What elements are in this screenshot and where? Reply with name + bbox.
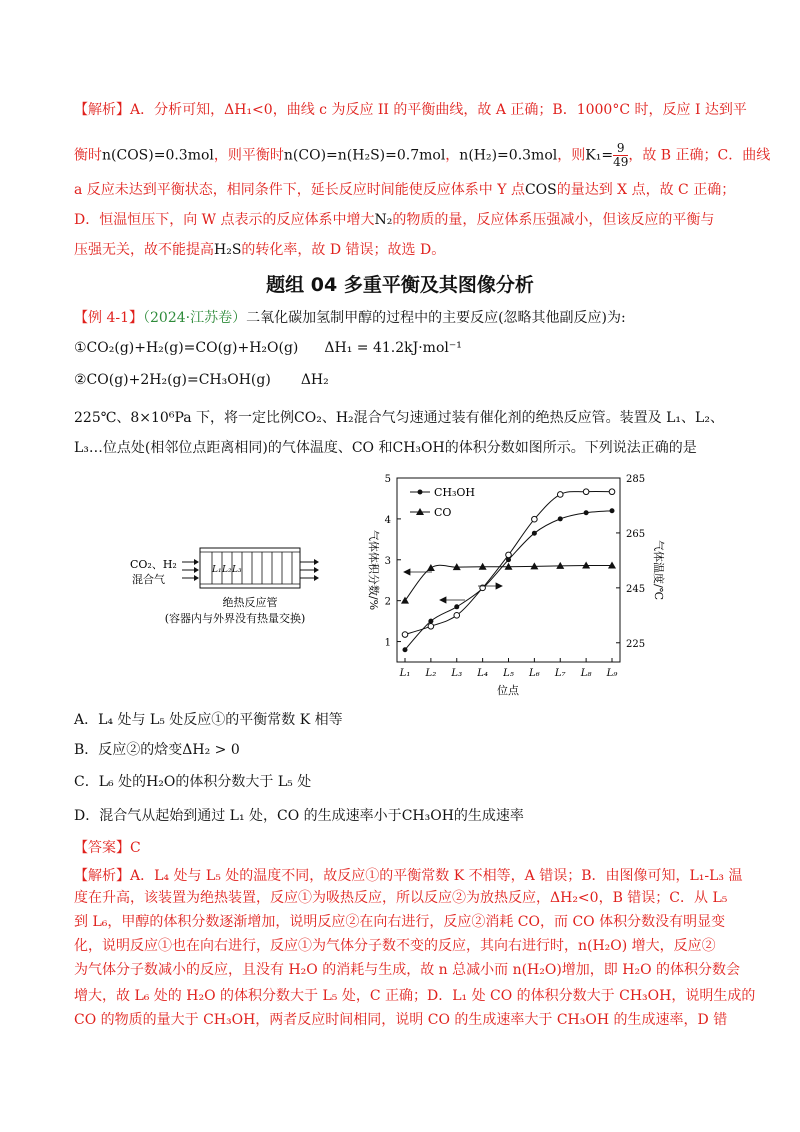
option-a[interactable]: A．L₄ 处与 L₅ 处反应①的平衡常数 K 相等 xyxy=(74,712,343,728)
option-d[interactable]: D．混合气从起始到通过 L₁ 处，CO 的生成速率小于CH₃OH的生成速率 xyxy=(74,808,524,824)
gas-label-2: 混合气 xyxy=(132,573,165,586)
analysis2-line: 化，说明反应①也在向右进行，反应①为气体分子数不变的反应，其向右进行时，n(H₂O) 增大，反应② xyxy=(74,938,716,954)
analysis1-line1: 【解析】A．分析可知，ΔH₁<0，曲线 c 为反应 II 的平衡曲线，故 A 正确；B．1000°C 时，反应 I 达到平 xyxy=(74,102,747,118)
analysis2-line: 度在升高，该装置为绝热装置，反应①为吸热反应，所以反应②为放热反应，ΔH₂<0，B 错误；C．从 L₅ xyxy=(74,890,728,906)
temperature-point xyxy=(454,613,460,619)
ch3oh-point xyxy=(454,604,459,609)
legend-co: CO xyxy=(434,506,452,519)
option-b[interactable]: B．反应②的焓变ΔH₂ > 0 xyxy=(74,742,240,758)
temperature-point xyxy=(428,623,434,629)
analysis2-line: 增大，故 L₆ 处的 H₂O 的体积分数大于 L₅ 处，C 正确；D．L₁ 处 CO 的体积分数大于 CH₃OH，说明生成的 xyxy=(74,988,756,1004)
y-axis-right-label: 气体温度/℃ xyxy=(652,539,665,601)
x-tick-label: L₉ xyxy=(606,668,618,679)
temperature-point xyxy=(609,489,615,495)
section-title: 题组 04 多重平衡及其图像分析 xyxy=(266,274,534,296)
ch3oh-point xyxy=(532,531,537,536)
y-right-tick-label: 285 xyxy=(626,474,646,485)
co-point xyxy=(427,564,435,571)
temperature-point xyxy=(583,489,589,495)
conditions-line1: 225℃、8×10⁶Pa 下，将一定比例CO₂、H₂混合气匀速通过装有催化剂的绝热反应管。装置及 L₁、L₂、 xyxy=(74,410,724,426)
y-left-tick-label: 5 xyxy=(384,474,391,485)
x-tick-label: L₇ xyxy=(554,668,566,679)
reaction-1: ①CO₂(g)+H₂(g)=CO(g)+H₂O(g) ΔH₁ = 41.2kJ·mol⁻¹ xyxy=(74,340,462,356)
reactor-diagram xyxy=(120,538,350,630)
x-tick-label: L₃ xyxy=(451,668,463,679)
analysis1-line5: 压强无关，故不能提高H₂S的转化率，故 D 错误；故选 D。 xyxy=(74,242,446,258)
y-left-tick-label: 1 xyxy=(384,637,391,649)
answer: 【答案】C xyxy=(74,840,141,856)
y-axis-left-label: 气体体积分数/% xyxy=(367,529,380,611)
y-left-tick-label: 3 xyxy=(384,555,391,567)
series-line-ch3oh xyxy=(405,511,612,650)
ch3oh-point xyxy=(403,647,408,652)
ch3oh-point xyxy=(428,619,433,624)
fraction-temperature-chart xyxy=(350,462,680,700)
position-l2: L₂ xyxy=(222,565,232,575)
x-tick-label: L₅ xyxy=(503,668,514,679)
x-tick-label: L₈ xyxy=(580,668,592,679)
option-c[interactable]: C．L₆ 处的H₂O的体积分数大于 L₅ 处 xyxy=(74,774,312,790)
y-right-tick-label: 245 xyxy=(626,583,646,595)
temperature-point xyxy=(532,516,538,522)
ch3oh-point xyxy=(558,516,563,521)
legend-ch3oh: CH₃OH xyxy=(434,486,476,499)
y-left-tick-label: 2 xyxy=(384,596,391,608)
analysis2-line: CO 的物质的量大于 CH₃OH，两者反应时间相同，说明 CO 的生成速率大于 CH₃OH 的生成速率，D 错 xyxy=(74,1012,728,1028)
analysis2-line: 【解析】A．L₄ 处与 L₅ 处的温度不同，故反应①的平衡常数 K 不相等，A 错误；B．由图像可知，L₁-L₃ 温 xyxy=(74,868,743,884)
analysis2-tag: 【解析】 xyxy=(74,868,130,884)
analysis1-line2: 衡时n(COS)=0.3mol，则平衡时n(CO)=n(H₂S)=0.7mol，n(H₂)=0.3mol，则K₁= $\frac{9}{49}$ ，故 B 正确；C．曲线 xyxy=(74,141,771,169)
temperature-point xyxy=(506,552,512,558)
example-stem: 【例 4-1】（2024·江苏卷）二氧化碳加氢制甲醇的过程中的主要反应(忽略其他副反应)为: xyxy=(74,310,626,326)
ch3oh-point xyxy=(584,510,589,515)
legend-marker-ch3oh xyxy=(418,490,423,495)
position-l1: L₁ xyxy=(212,565,222,575)
y-right-tick-label: 225 xyxy=(626,638,646,650)
x-tick-label: L₄ xyxy=(477,668,488,679)
k1-fraction: $\frac{9}{49}$ xyxy=(613,141,629,169)
tube-note: (容器内与外界没有热量交换) xyxy=(164,612,306,625)
gas-label-1: CO₂、H₂ xyxy=(130,558,177,571)
reaction-2: ②CO(g)+2H₂(g)=CH₃OH(g) ΔH₂ xyxy=(74,372,329,388)
co-point xyxy=(401,597,409,604)
tube-label: 绝热反应管 xyxy=(222,596,278,609)
x-axis-label: 位点 xyxy=(497,684,519,697)
curve-direction-arrows xyxy=(404,569,502,603)
temperature-point xyxy=(557,492,563,498)
y-left-tick-label: 4 xyxy=(384,514,391,526)
series-line-co xyxy=(405,565,612,600)
position-l3: L₃ xyxy=(232,565,242,575)
analysis2-line: 到 L₆，甲醇的体积分数逐渐增加，说明反应②在向右进行，反应②消耗 CO，而 CO 体积分数没有明显变 xyxy=(74,914,726,930)
x-tick-label: L₂ xyxy=(425,668,437,679)
analysis1-line3: a 反应未达到平衡状态，相同条件下，延长反应时间能使反应体系中 Y 点COS的量达到 X 点，故 C 正确； xyxy=(74,182,736,198)
analysis1-line4: D．恒温恒压下，向 W 点表示的反应体系中增大N₂的物质的量，反应体系压强减小，但该反应的平衡与 xyxy=(74,212,715,228)
ch3oh-point xyxy=(610,508,615,513)
x-tick-label: L₆ xyxy=(529,668,540,679)
y-right-tick-label: 265 xyxy=(626,528,646,540)
temperature-point xyxy=(402,632,408,638)
inlet-arrows xyxy=(182,562,314,578)
analysis2-line: 为气体分子数减小的反应，且没有 H₂O 的消耗与生成，故 n 总减小而 n(H₂O)增加，即 H₂O 的体积分数会 xyxy=(74,962,741,978)
x-tick-label: L₁ xyxy=(399,668,411,679)
conditions-line2: L₃…位点处(相邻位点距离相同)的气体温度、CO 和CH₃OH的体积分数如图所示。下列说法正确的是 xyxy=(74,440,697,456)
legend xyxy=(410,486,475,519)
